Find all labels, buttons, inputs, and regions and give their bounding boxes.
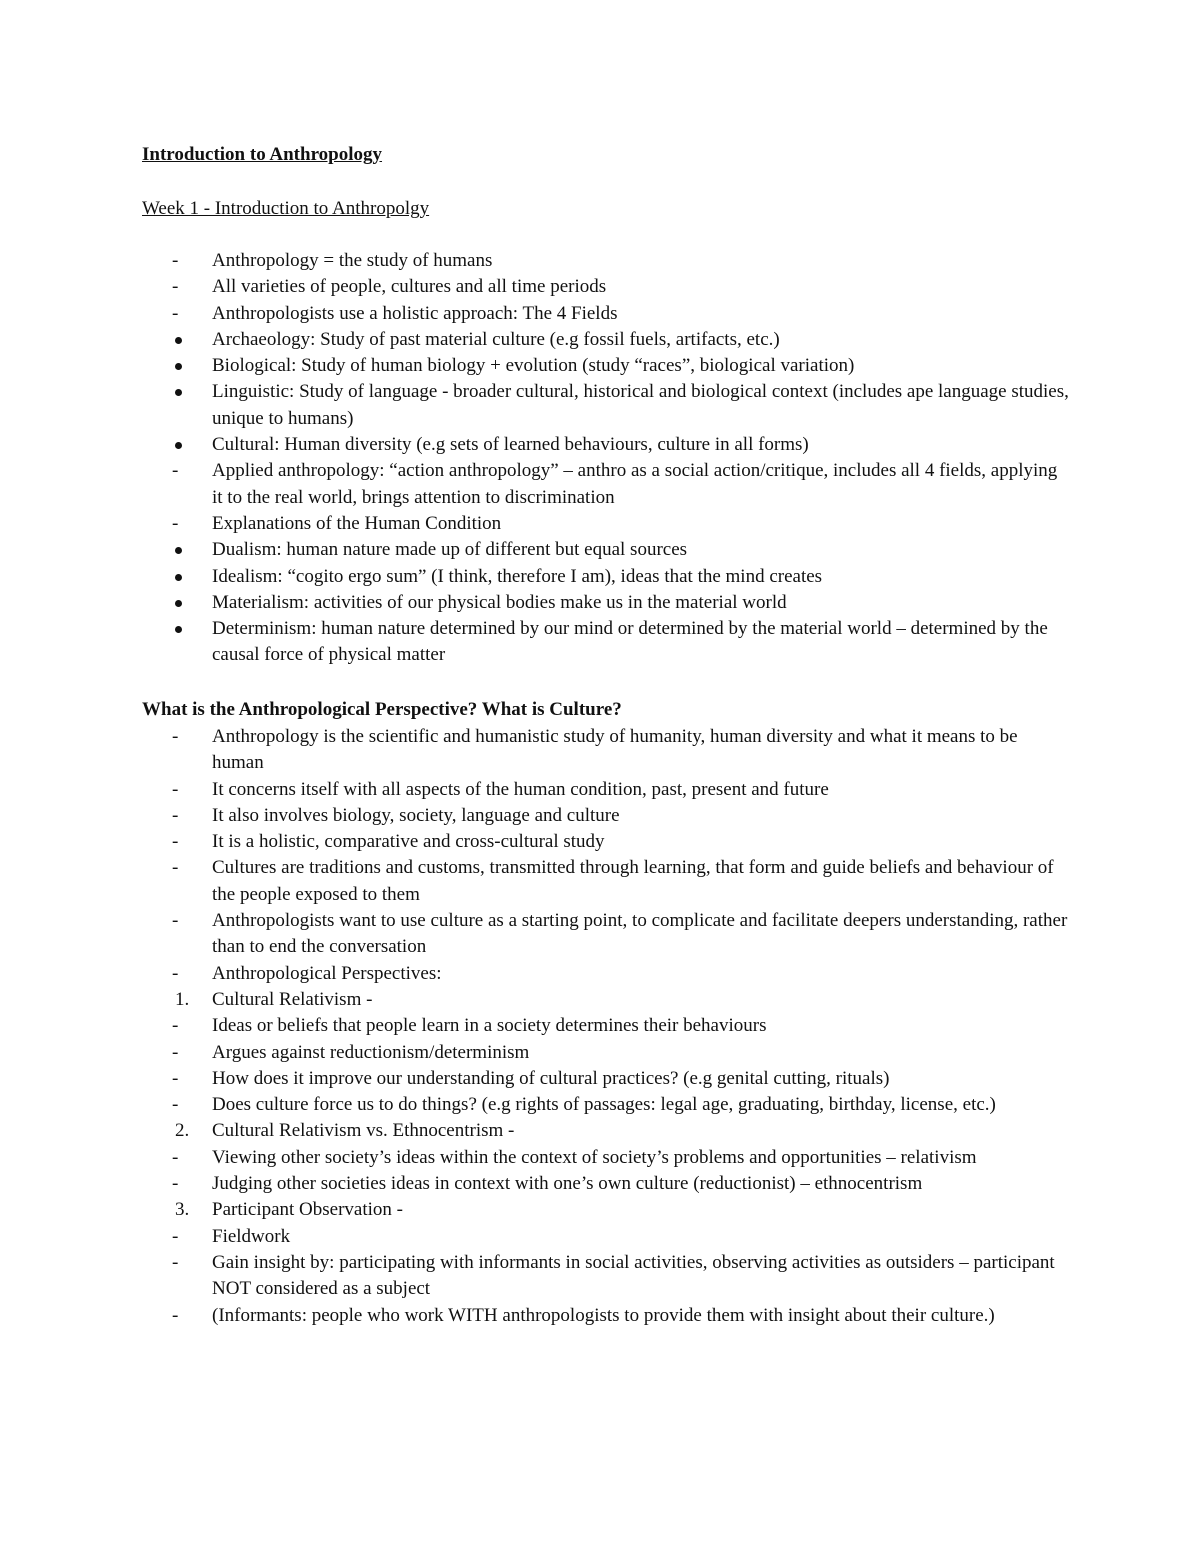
- list-item-text: It is a holistic, comparative and cross-cultural study: [212, 831, 605, 853]
- week1-list: [142, 248, 1072, 669]
- list-item: [142, 1197, 1072, 1223]
- list-item: [142, 458, 1072, 511]
- dash-icon: [172, 458, 202, 484]
- list-item: [142, 855, 1072, 908]
- list-item-text: Applied anthropology: “action anthropology” – anthro as a social action/critique, includes all 4 fields, applying it to the real world, brings attention to discrimination: [212, 460, 1058, 508]
- list-item-text: Anthropological Perspectives:: [212, 962, 442, 984]
- list-item-text: It concerns itself with all aspects of the human condition, past, present and future: [212, 778, 829, 800]
- list-item: [142, 987, 1072, 1013]
- list-item: [142, 1092, 1072, 1118]
- list-item-text: Anthropologists want to use culture as a starting point, to complicate and facilitate deepers understanding, rather than to end the conversation: [212, 910, 1068, 958]
- list-item-text: Fieldwork: [212, 1225, 291, 1247]
- list-item: [142, 1224, 1072, 1250]
- list-item-text: Argues against reductionism/determinism: [212, 1041, 530, 1063]
- list-item-text: Anthropology is the scientific and humanistic study of humanity, human diversity and what it means to be human: [212, 726, 1018, 774]
- list-item-text: Viewing other society’s ideas within the context of society’s problems and opportunities – relativism: [212, 1146, 977, 1168]
- list-item-text: Ideas or beliefs that people learn in a society determines their behaviours: [212, 1015, 767, 1037]
- dash-icon: [172, 301, 202, 327]
- list-item: [142, 803, 1072, 829]
- list-item: [142, 379, 1072, 432]
- list-item-text: Materialism: activities of our physical bodies make us in the material world: [212, 591, 787, 613]
- list-item: [142, 1118, 1072, 1144]
- dash-icon: [172, 1171, 202, 1197]
- list-item: [142, 1171, 1072, 1197]
- dash-icon: [172, 777, 202, 803]
- list-item-text: Archaeology: Study of past material culture (e.g fossil fuels, artifacts, etc.): [212, 328, 780, 350]
- list-item: [142, 511, 1072, 537]
- list-item: [142, 616, 1072, 669]
- list-item: [142, 1040, 1072, 1066]
- dash-icon: [172, 1092, 202, 1118]
- list-item-text: Cultural Relativism -: [212, 988, 373, 1010]
- list-item: [142, 829, 1072, 855]
- list-item: [142, 274, 1072, 300]
- list-item-text: How does it improve our understanding of cultural practices? (e.g genital cutting, rituals): [212, 1067, 890, 1089]
- list-item-text: (Informants: people who work WITH anthropologists to provide them with insight about their culture.): [212, 1304, 995, 1326]
- list-item-text: Dualism: human nature made up of different but equal sources: [212, 539, 688, 561]
- list-item: [142, 327, 1072, 353]
- dash-icon: [172, 908, 202, 934]
- list-item-text: All varieties of people, cultures and all time periods: [212, 276, 607, 298]
- dash-icon: [172, 1224, 202, 1250]
- list-item-text: Explanations of the Human Condition: [212, 512, 502, 534]
- list-item: [142, 564, 1072, 590]
- list-item: [142, 1145, 1072, 1171]
- dash-icon: [172, 1250, 202, 1276]
- list-item-text: Linguistic: Study of language - broader cultural, historical and biological context (includes ape language studies, unique to humans): [212, 381, 1069, 429]
- list-item: [142, 1303, 1072, 1329]
- list-number: 2.: [175, 1120, 190, 1142]
- perspective-list: [142, 724, 1072, 1329]
- list-item-text: Cultures are traditions and customs, transmitted through learning, that form and guide beliefs and behaviour of the people exposed to them: [212, 857, 1054, 905]
- dash-icon: [172, 1145, 202, 1171]
- list-item-text: Anthropologists use a holistic approach: The 4 Fields: [212, 302, 618, 324]
- dash-icon: [172, 248, 202, 274]
- list-item-text: Participant Observation -: [212, 1199, 404, 1221]
- list-item: [142, 432, 1072, 458]
- list-item: [142, 1250, 1072, 1303]
- dash-icon: [172, 1066, 202, 1092]
- list-item: [142, 590, 1072, 616]
- dash-icon: [172, 511, 202, 537]
- list-item: [142, 1013, 1072, 1039]
- list-item-text: Cultural: Human diversity (e.g sets of learned behaviours, culture in all forms): [212, 434, 809, 456]
- list-item: [142, 961, 1072, 987]
- list-item: [142, 248, 1072, 274]
- list-item-text: Cultural Relativism vs. Ethnocentrism -: [212, 1120, 515, 1142]
- list-item: [142, 353, 1072, 379]
- dash-icon: [172, 1013, 202, 1039]
- dash-icon: [172, 1303, 202, 1329]
- list-item-text: Idealism: “cogito ergo sum” (I think, therefore I am), ideas that the mind creates: [212, 565, 823, 587]
- list-number: 3.: [175, 1199, 190, 1221]
- list-item: [142, 908, 1072, 961]
- dash-icon: [172, 1040, 202, 1066]
- list-item-text: Does culture force us to do things? (e.g rights of passages: legal age, graduating, birthday, license, etc.): [212, 1094, 996, 1116]
- list-item-text: Determinism: human nature determined by our mind or determined by the material world – determined by the causal force of physical matter: [212, 618, 1048, 666]
- list-item-text: It also involves biology, society, language and culture: [212, 804, 620, 826]
- list-item-text: Anthropology = the study of humans: [212, 250, 493, 271]
- list-item: [142, 777, 1072, 803]
- document-title: Introduction to Anthropology: [142, 144, 383, 165]
- list-item: [142, 301, 1072, 327]
- dash-icon: [172, 724, 202, 750]
- dash-icon: [172, 803, 202, 829]
- list-item: [142, 1066, 1072, 1092]
- list-number: 1.: [175, 988, 190, 1010]
- list-item: [142, 724, 1072, 777]
- list-item-text: Biological: Study of human biology + evolution (study “races”, biological variation): [212, 355, 855, 377]
- week-heading: Week 1 - Introduction to Anthropolgy: [142, 198, 430, 219]
- list-item-text: Judging other societies ideas in context with one’s own culture (reductionist) – ethnocentrism: [212, 1173, 923, 1195]
- dash-icon: [172, 961, 202, 987]
- section-heading: What is the Anthropological Perspective? What is Culture?: [142, 699, 622, 720]
- dash-icon: [172, 829, 202, 855]
- list-item-text: Gain insight by: participating with informants in social activities, observing activities as outsiders – participant NOT considered as a subject: [212, 1251, 1055, 1300]
- list-item: [142, 537, 1072, 563]
- dash-icon: [172, 855, 202, 881]
- dash-icon: [172, 274, 202, 300]
